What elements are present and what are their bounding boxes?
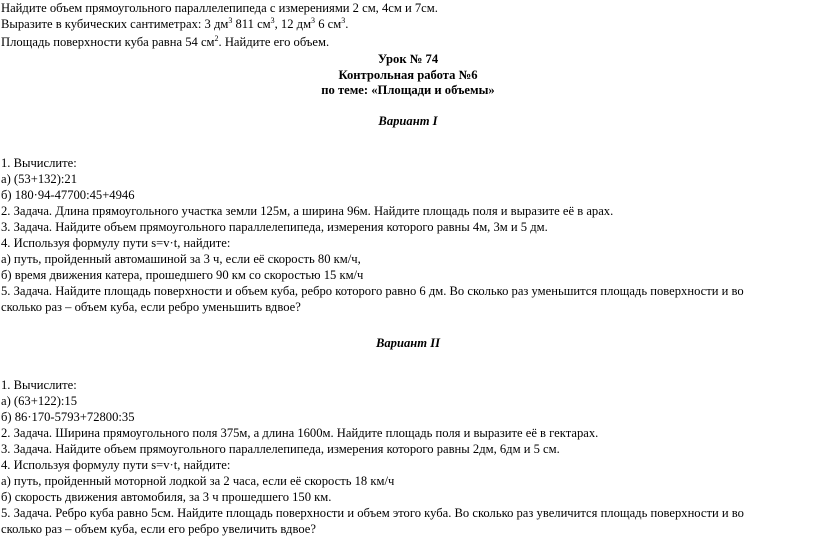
lesson-number: Урок № 74	[377, 52, 439, 66]
variant-1-line: сколько раз – объем куба, если ребро уменьшить вдвое?	[1, 300, 301, 314]
top-line-3-part-a: Площадь поверхности куба равна 54 см	[1, 35, 215, 49]
superscript: 3	[311, 16, 316, 25]
top-line-3-part-b: . Найдите его объем.	[218, 35, 330, 49]
test-title: Контрольная работа №6	[338, 68, 478, 82]
variant-2-line: сколько раз – объем куба, если его ребро увеличить вдвое?	[1, 522, 316, 536]
test-topic: по теме: «Площади и объемы»	[321, 83, 495, 97]
variant-2-line: а) (63+122):15	[1, 394, 77, 408]
variant-2-line: 5. Задача. Ребро куба равно 5см. Найдите площадь поверхности и объем этого куба. Во сколько раз увеличится площадь поверхности и во	[1, 506, 744, 520]
variant-2-line: б) скорость движения автомобиля, за 3 ч прошедшего 150 км.	[1, 490, 332, 504]
top-line-1: Найдите объем прямоугольного параллелепипеда с измерениями 2 см, 4см и 7см.	[1, 1, 438, 15]
superscript: 3	[341, 16, 346, 25]
variant-2-line: а) путь, пройденный моторной лодкой за 2 часа, если её скорость 18 км/ч	[1, 474, 395, 488]
variant-1-line: 1. Вычислите:	[1, 156, 77, 170]
variant-2-title: Вариант II	[375, 336, 441, 350]
top-line-2-part-c: , 12 дм	[274, 17, 312, 31]
variant-1-line: а) (53+132):21	[1, 172, 77, 186]
variant-1-line: а) путь, пройденный автомашиной за 3 ч, если её скорость 80 км/ч,	[1, 252, 361, 266]
variant-2-line: б) 86·170-5793+72800:35	[1, 410, 135, 424]
superscript: 2	[214, 34, 219, 43]
variant-1-line: 3. Задача. Найдите объем прямоугольного параллелепипеда, измерения которого равны 4м, 3м и 5 дм.	[1, 220, 548, 234]
variant-1-line: 4. Используя формулу пути s=v·t, найдите:	[1, 236, 231, 250]
superscript: 3	[228, 16, 233, 25]
variant-1-line: 5. Задача. Найдите площадь поверхности и объем куба, ребро которого равно 6 дм. Во сколько раз уменьшится площадь поверхности и во	[1, 284, 744, 298]
top-line-2-part-a: Выразите в кубических сантиметрах: 3 дм	[1, 17, 229, 31]
top-line-3	[1, 34, 329, 50]
variant-2-line: 1. Вычислите:	[1, 378, 77, 392]
top-line-2-part-d: 6 см	[315, 17, 342, 31]
variant-1-title: Вариант I	[378, 114, 438, 128]
superscript: 3	[270, 16, 275, 25]
variant-1-line: б) 180·94-47700:45+4946	[1, 188, 135, 202]
variant-1-line: 2. Задача. Длина прямоугольного участка земли 125м, а ширина 96м. Найдите площадь поля и выразите её в арах.	[1, 204, 614, 218]
variant-2-line: 2. Задача. Ширина прямоугольного поля 375м, а длина 1600м. Найдите площадь поля и выразите её в гектарах.	[1, 426, 599, 440]
variant-1-line: б) время движения катера, прошедшего 90 км со скоростью 15 км/ч	[1, 268, 364, 282]
variant-2-line: 3. Задача. Найдите объем прямоугольного параллелепипеда, измерения которого равны 2дм, 6дм и 5 см.	[1, 442, 560, 456]
top-line-2	[1, 16, 348, 32]
variant-2-line: 4. Используя формулу пути s=v·t, найдите:	[1, 458, 231, 472]
top-line-2-part-e: .	[345, 17, 349, 31]
top-line-2-part-b: 811 см	[232, 17, 271, 31]
